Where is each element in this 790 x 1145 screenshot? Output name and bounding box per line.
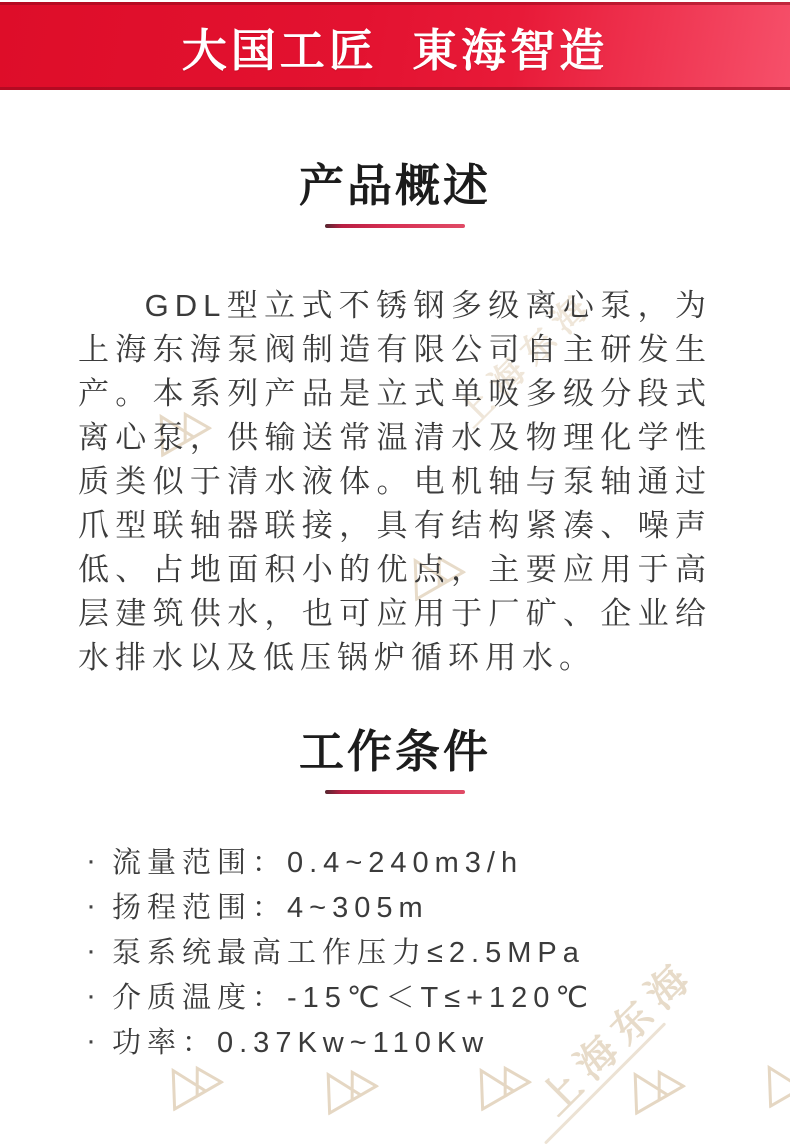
bullet-dot: · <box>86 978 96 1012</box>
banner-slogan: 大国工匠 東海智造 <box>181 24 609 76</box>
watermark-text: 上海东海 <box>531 950 705 1124</box>
heading-underline <box>325 790 465 794</box>
condition-item-label: 介质温度：-15℃＜T≤+120℃ <box>112 982 595 1014</box>
working-conditions-section <box>0 726 790 1063</box>
overview-paragraph: GDL型立式不锈钢多级离心泵，为上海东海泵阀制造有限公司自主研发生产。本系列产品是立式单吸多级分段式离心泵，供输送常温清水及物理化学性质类似于清水液体。电机轴与泵轴通过爪型联轴器联接，具有结构紧凑、噪声低、占地面积小的优点，主要应用于高层建筑供水，也可应用于厂矿、企业给水排水以及低压锅炉循环用水。 <box>78 288 712 675</box>
bullet-dot: · <box>86 933 96 967</box>
watermark-text-strip <box>531 950 745 1145</box>
working-conditions-heading: 工作条件 <box>298 726 491 777</box>
heading-underline <box>325 224 465 228</box>
condition-item-label: 泵系统最高工作压力≤2.5MPa <box>112 937 585 969</box>
bullet-dot: · <box>86 1023 96 1057</box>
bullet-dot: · <box>86 843 96 877</box>
product-detail-page <box>0 2 790 1063</box>
overview-heading: 产品概述 <box>298 160 491 211</box>
condition-item-label: 扬程范围：4~305m <box>112 892 429 924</box>
condition-item <box>86 883 790 928</box>
condition-item <box>86 838 790 883</box>
overview-section <box>0 160 790 680</box>
condition-item <box>86 1018 790 1063</box>
condition-item-label: 流量范围：0.4~240m3/h <box>112 847 524 879</box>
condition-item-label: 功率：0.37Kw~110Kw <box>112 1027 490 1059</box>
condition-item <box>86 973 790 1018</box>
brand-banner <box>0 2 790 90</box>
watermark-text: 上海东海 <box>451 283 603 435</box>
bullet-dot: · <box>86 888 96 922</box>
condition-item <box>86 928 790 973</box>
working-conditions-list <box>86 838 790 1063</box>
